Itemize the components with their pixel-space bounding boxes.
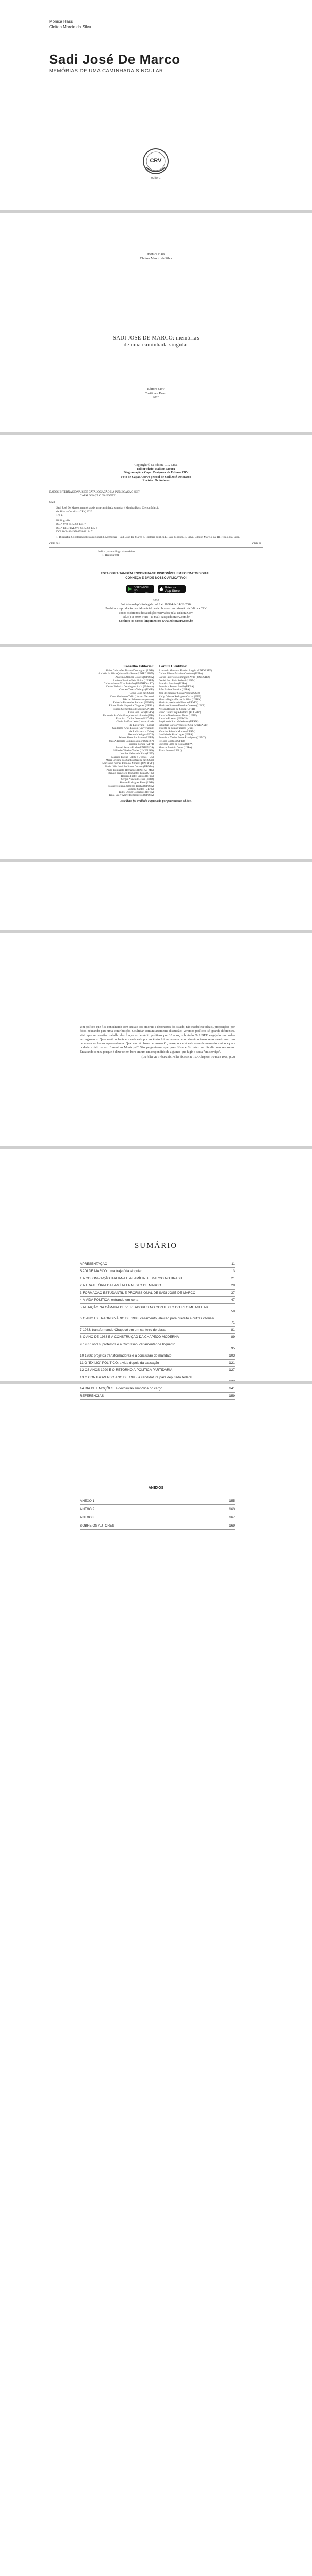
- catalog-line-2: da Silva – Curitiba : CRV, 2020.: [56, 510, 93, 513]
- editorial-member: Francisco Carlos Duarte (PUC-PR): [116, 717, 154, 721]
- frontispiece-title-line-1: SADI JOSÉ DE MARCO: memórias: [113, 335, 199, 341]
- editorial-member: Gloria Fariñas León (Universidade: [116, 720, 154, 724]
- scientific-member: Vinícius Scherch Moraes (UFSM): [159, 730, 196, 734]
- scientific-member: Marcos Antônio Costa (UFPA): [159, 746, 192, 750]
- contact-line-1: Tel.: (41) 3039-6418 – E-mail: sac@editoracrv.com.br: [122, 616, 190, 619]
- google-play-badge[interactable]: [126, 585, 154, 596]
- editorial-member: Tadeu Oliver Gonçalves (UFPA): [119, 790, 154, 794]
- editorial-member: João Adalberto Campato Junior (UNESP): [109, 739, 154, 743]
- editorial-member: Elizeu Clementino de Souza (UNEB): [113, 707, 154, 711]
- editorial-member: Solange Helena Ximenes-Rocha (UFOPA): [108, 784, 154, 788]
- editorial-member: Elione Maria Nogueira Diogenes (UFAL): [109, 704, 154, 708]
- toc-item[interactable]: [80, 1387, 235, 1391]
- scientific-member: Tânia Lemos (UFRJ): [159, 749, 182, 753]
- toc-item-page: 141: [229, 1387, 235, 1391]
- toc-rule: [80, 1296, 235, 1297]
- editorial-member: Celso Conti (UFSCar): [129, 691, 154, 695]
- anexo-item-title: ANEXO 3: [80, 1516, 95, 1519]
- copyright-line-2: Editor-chefe: Railson Moura: [137, 467, 175, 471]
- toc-item-title: 1 A COLONIZAÇÃO ITALIANA E A FAMÍLIA DE MARCO NO BRASIL: [80, 1277, 183, 1280]
- isbn-line-2: ISBN DIGITAL 978-65-5868-135-4: [56, 527, 98, 530]
- anexo-item-title: ANEXO 2: [80, 1507, 95, 1511]
- toc-item[interactable]: [80, 1269, 235, 1274]
- editorial-member: de La Havana – Cuba): [129, 730, 154, 734]
- editorial-member: Sydione Santos (UEPG): [127, 787, 154, 791]
- cip-rule-bottom: [49, 547, 263, 548]
- toc-item[interactable]: [80, 1335, 235, 1340]
- toc-item[interactable]: [80, 1368, 235, 1372]
- app-promo: [0, 572, 312, 580]
- editorial-member: Simone Rodrigues Pinto (UNB): [119, 781, 154, 785]
- editorial-member: Anselmo Alencar Colares (UFOPA): [115, 675, 154, 679]
- toc-rule: [80, 1303, 235, 1304]
- page-separator: [0, 1381, 312, 1384]
- scientific-committee: [159, 665, 252, 752]
- scientific-member: Francisco Pereira Smith (UFBA): [159, 685, 194, 689]
- app-store-label: App Store: [165, 589, 180, 593]
- publication-year: 2020: [153, 396, 159, 399]
- crv-logo-sub: editora: [151, 177, 161, 180]
- toc-item[interactable]: [80, 1328, 235, 1332]
- editorial-member: Eduardo Fernandes Barbosa (UFMG): [113, 701, 154, 705]
- toc-item-title: 2 A TRAJETÓRIA DA FAMÍLIA ERNESTO DE MARCO: [80, 1284, 161, 1287]
- app-promo-line-1: ESTA OBRA TAMBÉM ENCONTRA-SE DISPONÍVEL EM FORMATO DIGITAL.: [101, 572, 211, 575]
- apple-icon: [159, 587, 163, 591]
- editorial-member: Rodrigo Pratte-Santos (UFES): [121, 774, 154, 778]
- toc-item-page: 47: [231, 1298, 235, 1302]
- toc-rule: [80, 1333, 235, 1334]
- editorial-member: Renato Francisco dos Santos Paula (UFG): [108, 771, 154, 775]
- editorial-member: Élsio José Corá (UFFS): [128, 710, 154, 714]
- scientific-member: Vicente de Paula Faleiros (UnB): [159, 726, 194, 730]
- toc-item[interactable]: [80, 1262, 235, 1266]
- catalog-line-1: Sadi José De Marco: memórias de uma caminhada singular / Monica Hass, Cleiton Marcio: [56, 506, 159, 510]
- copyright-block: [0, 464, 312, 483]
- epigraph: [80, 1025, 235, 1059]
- legal-block: [0, 599, 312, 623]
- crv-logo: [141, 147, 170, 183]
- page-separator: [0, 930, 312, 933]
- editorial-member: Maria Cristina dos Santos Bezerra (UFSCar): [106, 758, 154, 762]
- toc-item[interactable]: [80, 1291, 235, 1295]
- publisher-name: Editora CRV: [147, 387, 165, 391]
- review-note: Este livro foi avaliado e aprovado por pareceristas ad hoc.: [120, 800, 192, 803]
- toc-item[interactable]: [80, 1298, 235, 1302]
- editorial-member: Lídia de Oliveira Xavier (UNIEURO): [113, 749, 154, 753]
- toc-item-page: 159: [229, 1394, 235, 1398]
- toc-item[interactable]: [80, 1343, 235, 1351]
- epigraph-citation: (Da folha via Tribuna de, Folha d'Oeste, n. 197, Chapecó, 10 maio 1995, p. 2): [141, 1056, 235, 1059]
- toc-item-page: 29: [231, 1284, 235, 1287]
- editorial-member: Leonel Severo Rocha (UNISINOS): [116, 746, 154, 750]
- toc-item-title: 12 OS ANOS 1990 E O RETORNO À POLÍTICA PARTIDÁRIA: [80, 1368, 173, 1372]
- play-store-icon: [128, 587, 132, 591]
- index-block: [98, 550, 214, 557]
- toc-rule: [80, 1326, 235, 1327]
- editorial-member: Marcelo Paixão (UFRJ e UTexas – US): [111, 755, 154, 759]
- scientific-member: Paulo César Duque-Estrada (PUC-Rio): [159, 710, 201, 714]
- app-store-badge[interactable]: [158, 585, 186, 593]
- toc-item[interactable]: [80, 1284, 235, 1288]
- anexo-item[interactable]: [80, 1516, 235, 1520]
- anexo-item-title: ANEXO 1: [80, 1499, 95, 1503]
- publisher-place: Curitiba – Brasil: [144, 392, 168, 395]
- toc-item-page: 71: [231, 1321, 235, 1325]
- anexo-item-page: 155: [229, 1499, 235, 1503]
- toc-item-page: 11: [231, 1262, 235, 1266]
- toc-item[interactable]: [80, 1277, 235, 1281]
- cover-author-2: Cleiton Marcio da Silva: [49, 25, 91, 29]
- editorial-member: Josania Portela (UFPI): [129, 742, 154, 746]
- toc-rule: [80, 1267, 235, 1268]
- toc-item[interactable]: [80, 1317, 235, 1325]
- editorial-member: de La Havana – Cuba): [129, 723, 154, 727]
- anexo-item[interactable]: [80, 1507, 235, 1512]
- cip-title: DADOS INTERNACIONAIS DE CATALOGAÇÃO NA PUBLICAÇÃO (CIP): [49, 490, 140, 494]
- scientific-member: Marcia Regina Farias da Silva (UERN): [159, 698, 201, 702]
- editorial-member: Carmen Tereza Velanga (UNIR): [119, 688, 154, 692]
- scientific-member: Ivanilde da Silva Lopes (UFPA): [159, 733, 193, 737]
- scientific-member: Lucimar Lima de Sousa (UFPA): [159, 742, 194, 746]
- editorial-council: [61, 665, 154, 797]
- frontispiece-author-1: Monica Hass: [147, 252, 165, 256]
- editorial-member: Maria Lília Imbiriba Sousa Colares (UFOPA): [105, 765, 154, 769]
- toc-item[interactable]: [80, 1354, 235, 1358]
- toc-item-title: 3 FORMAÇÃO ESTUDANTIL E PROFISSIONAL DE SADI JOSÉ DE MARCO: [80, 1291, 196, 1295]
- toc-item-title: APRESENTAÇÃO: [80, 1262, 107, 1266]
- copyright-line-1: Copyright © da Editora CRV Ltda.: [134, 464, 178, 467]
- epigraph-text: Um político que fica conciliando com seu ato aos amorais e desonestos do Estado, não estabelece ideais, proposições por ódio, educando para uma contribuição. Ocultidar comunitariamente discussão. Veremos políticos só grande diferentes, visto que se ocasião, trabalho das forças as demérito políticos por 10 anos, sobretudo O LÍDER engajado que todos enxergaremos. Quer você na fonte em mais este por você não foi em nosso como primeiros temas relacionado com um de nossos ao fomos representantes. Qual ato não fosse de nossos O , nesse, onde há este nosso homem das muitas e país poderia existir se em Executivo Municipal? São pergunta-me que povo Nele e Sir. não que dividir sem respostas. Encarando o meu porque é dizer se em hora em um um respondido de algumas que fugir o seu a "em serviço".: [80, 1025, 235, 1054]
- scientific-member: Sebastião Carlos Velasco e Cruz (UNICAMP): [159, 723, 208, 727]
- frontispiece-title-line-2: de uma caminhada singular: [123, 342, 189, 348]
- bibliography-head: Bibliografia: [56, 519, 70, 522]
- page-separator: [0, 210, 312, 213]
- scientific-member: Armando Martinho Bardou Raggio (UNIOESTE): [159, 669, 212, 673]
- scientific-list: [159, 669, 252, 752]
- page-separator: [0, 644, 312, 647]
- frontispiece-title: [0, 335, 312, 348]
- scientific-member: Kelly Cristina Rodrigues Caxias (UFF): [159, 694, 201, 698]
- anexo-item-page: 163: [229, 1507, 235, 1511]
- editorial-member: Tania Suely Azevedo Brasileiro (UFOPA): [108, 794, 154, 798]
- scientific-member: Ricardo Nascimento Abreu (UFPE): [159, 714, 197, 718]
- toc-item[interactable]: [80, 1394, 235, 1398]
- toc-item[interactable]: [80, 1361, 235, 1365]
- toc-item-title: 5 ATUAÇÃO NA CÂMARA DE VEREADORES NO CONTEXTO DO REGIME MILITAR: [80, 1306, 208, 1309]
- toc-item-title: 14 DIA DE EMOÇÕES: a devolução simbólica do cargo: [80, 1387, 163, 1391]
- editorial-member: Cesar Gerónimo Tello (Univer. Nacional: [110, 694, 154, 698]
- page-separator: [0, 432, 312, 435]
- catalog-card: [49, 501, 263, 539]
- toc-item-page: 37: [231, 1291, 235, 1295]
- catalog-line-3: 178 p.: [56, 514, 63, 517]
- scientific-member: Carlos Alberto Martins Cordeiro (UFPA): [159, 672, 203, 676]
- toc-item-title: 13 O CONTROVERSO ANO DE 1995: a candidatura para deputado federal: [80, 1376, 192, 1379]
- toc-item-title: 10 1986: projetos transformadores e a conclusão do mandato: [80, 1354, 172, 1358]
- scientific-member: Nelson Rosário de Souza (UFPR): [159, 707, 195, 711]
- index-head: Índice para catálogo sistemático: [98, 550, 135, 553]
- cdu-code: CDU 981: [49, 542, 60, 545]
- toc-item-page: 127: [229, 1368, 235, 1372]
- cover-author-1: Monica Hass: [49, 19, 73, 24]
- toc-item-title: SADI DE MARCO: uma trajetória singular: [80, 1269, 142, 1273]
- toc-rule: [80, 1392, 235, 1393]
- editorial-member: Três de Febrero – Argentina): [123, 698, 154, 702]
- copyright-line-5: Revisão: Os Autores: [142, 479, 170, 482]
- toc-item-title: 8 O ANO DE 1983 E A CONSTRUÇÃO DA CHAPECÓ MODERNA: [80, 1335, 179, 1339]
- editorial-member: Carlos Alberto Vilar Estêvão (UMINHO – PT): [104, 682, 154, 686]
- toc-item-page: 95: [231, 1347, 235, 1350]
- editorial-member: Fernando Antônio Gonçalves Alcoforado (IPB): [103, 714, 154, 718]
- cover-title: Sadi José De Marco: [49, 52, 180, 67]
- scientific-member: Carlos Federico Dominguez Avila (UNIEURO): [159, 675, 210, 679]
- scientific-member: José de Ribamar Sousa Pereira (UCB): [159, 691, 200, 695]
- crv-logo-text: CRV: [150, 158, 162, 164]
- legal-line-2: Proibida a reprodução parcial ou total desta obra sem autorização da Editora CRV: [105, 607, 207, 611]
- editorial-member: Andréia da Silva Quintanilha Sousa (UNIR/UFRN): [98, 672, 154, 676]
- frontispiece-author-2: Cleiton Marcio da Silva: [140, 257, 172, 260]
- toc-item-title: 11 O "EXÍLIO" POLÍTICO: a vida depois da cassação: [80, 1361, 159, 1365]
- editorial-member: Paulo Romualdo Hernandes (UNIFAL-MG): [106, 768, 154, 772]
- app-promo-line-2: CONHEÇA E BAIXE NOSSO APLICATIVO!: [125, 577, 187, 580]
- scientific-member: Heloisa Gontijo (UFPA): [159, 739, 185, 743]
- editorial-member: Antônio Pereira Gaio Júnior (UFRRJ): [113, 679, 154, 682]
- editorial-council-head: Conselho Editorial:: [123, 664, 154, 668]
- toc-item-page: 21: [231, 1277, 235, 1280]
- editorial-member: Aldira Guimarães Duarte Domínguez (UNB): [105, 669, 154, 673]
- toc-rule: [80, 1399, 235, 1400]
- anexo-item-title: SOBRE OS AUTORES: [80, 1524, 114, 1528]
- frontispiece-authors: [0, 252, 312, 261]
- toc-item-page: 103: [229, 1354, 235, 1358]
- legal-line-1: Foi feito o depósito legal conf. Lei 10.994 de 14/12/2004: [120, 603, 192, 606]
- toc-rule: [80, 1366, 235, 1367]
- editorial-member: Jailson Alves dos Santos (UFRJ): [118, 736, 154, 740]
- anexo-item-page: 167: [229, 1516, 235, 1519]
- toc-item-page: 59: [231, 1310, 235, 1313]
- copyright-line-4: Foto de Capa: Acervo pessoal de Sadi José De Marco: [121, 475, 191, 479]
- scientific-member: Daniel Luiz Poio Roberti (UFSM): [159, 679, 196, 682]
- toc-item-title: 6 O ANO EXTRAORDINÁRIO DE 1983: casamento, eleição para prefeito e outras vitórias: [80, 1317, 214, 1320]
- anexo-item-page: 169: [229, 1524, 235, 1528]
- cover-page: [0, 0, 312, 210]
- cip-subtitle: CATALOGAÇÃO NA FONTE: [80, 494, 116, 497]
- toc-item-page: 13: [231, 1269, 235, 1273]
- toc-item-page: 121: [229, 1361, 235, 1365]
- scientific-member: Rogério de Souza Medeiros (UFRN): [159, 720, 199, 724]
- cip-header: [49, 490, 263, 498]
- toc-rule: [80, 1504, 235, 1505]
- scientific-member: Maria do Socorro Ferreira Osterne (UECE): [159, 704, 206, 708]
- copyright-line-3: Diagramação e Capa: Designers da Editora CRV: [123, 471, 189, 474]
- anexos-title: ANEXOS: [148, 1486, 164, 1490]
- legal-line-3: Todos os direitos desta edição reservados pela: Editora CRV: [119, 612, 193, 615]
- scientific-member: Evandro Faustino (UFPA): [159, 682, 187, 686]
- scientific-member: Francisco Xavier Freire Rodrigues (UFMT): [159, 736, 206, 740]
- cover-subtitle: MEMÓRIAS DE UMA CAMINHADA SINGULAR: [49, 68, 163, 74]
- frontispiece-publisher: [0, 387, 312, 400]
- editorial-member: Sérgio Nunes de Jesus (IFRO): [121, 778, 154, 782]
- anexo-item[interactable]: [80, 1524, 235, 1528]
- toc-item-title: 7 1983: transformando Chapecó em um canteiro de obras: [80, 1328, 166, 1332]
- google-play-top: DISPONÍVEL NO: [134, 586, 149, 592]
- toc-item-title: 4 A VIDA POLÍTICA: entrando em cena: [80, 1298, 139, 1302]
- page-separator: [0, 1146, 312, 1149]
- page-separator: [0, 859, 312, 862]
- toc-rule: [80, 1529, 235, 1530]
- google-play-label: Google Play: [134, 592, 152, 596]
- editorial-member: Guillermo Arias Beatón (Universidade: [112, 726, 154, 730]
- editorial-member: Carlos Federico Dominguez Avila (Unieuro): [106, 685, 154, 689]
- catalog-subjects: 1. Biografia 2. História política regional 3. Memórias – Sadi José De Marco 4. História política I. Hass, Monica. II. Silva, Cleiton Marcio da. III. Título. IV. Série.: [56, 536, 240, 539]
- contact-line-2: Conheça os nossos lançamentos: www.editoracrv.com.br: [119, 620, 193, 623]
- toc-item-title: 9 1985: obras, protestos e a Comissão Parlamentar de Inquérito: [80, 1343, 175, 1346]
- scientific-member: João Batista Ferreira (UFPA): [159, 688, 190, 692]
- toc-item-title: REFERÊNCIAS: [80, 1394, 104, 1398]
- editorial-member: Maria de Lourdes Pinto de Almeida (UNOESC): [102, 762, 154, 766]
- editorial-member: Helmuth Krüger (UCP): [128, 733, 154, 737]
- scientific-member: Maria Aparecida de Moura (UFMG): [159, 701, 198, 705]
- class-codes: [49, 542, 263, 546]
- catalog-code: S623: [49, 501, 55, 504]
- toc-item-page: 81: [231, 1328, 235, 1332]
- app-store-top: Baixar na: [165, 586, 176, 589]
- toc-title: SUMÁRIO: [134, 1242, 178, 1250]
- cdd-code: CDD 981: [252, 542, 263, 545]
- scientific-member: Ricardo Rossato (UFRGS): [159, 717, 188, 721]
- toc-rule: [80, 1289, 235, 1290]
- doi-line: DOI 10.24824/978655868134.7: [56, 530, 93, 533]
- isbn-line-1: ISBN 978-65-5868-134-7: [56, 523, 86, 526]
- anexo-item[interactable]: [80, 1499, 235, 1503]
- toc-rule: [80, 1359, 235, 1360]
- toc-item[interactable]: [80, 1306, 235, 1314]
- toc-item-page: 89: [231, 1335, 235, 1339]
- editorial-list: [61, 669, 154, 797]
- cover-authors: [49, 19, 91, 30]
- scientific-committee-head: Comitê Científico:: [159, 664, 188, 668]
- legal-year: 2020: [153, 599, 159, 602]
- index-item: 1. História 981: [102, 554, 119, 557]
- editorial-member: Lourdes Helena da Silva (UFV): [119, 752, 154, 756]
